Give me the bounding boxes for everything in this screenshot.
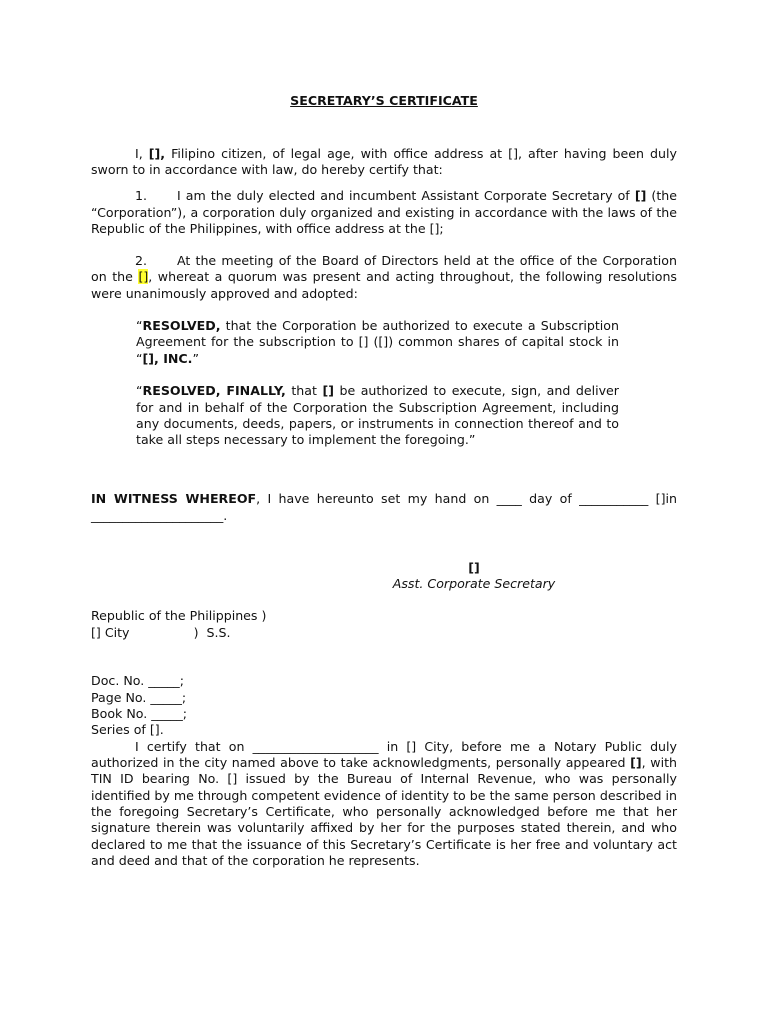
witness-line: _____________________.	[91, 508, 228, 523]
secretary-name-placeholder: [],	[148, 146, 166, 161]
signatory-name: []	[468, 560, 480, 575]
item-text: (the	[646, 188, 677, 203]
resolution-line	[136, 351, 619, 367]
resolution-text: be authorized to execute, sign, and deliver	[333, 383, 619, 398]
resolution-line: take all steps necessary to implement the foregoing.”	[136, 432, 476, 447]
item-text: , whereat a quorum was present and acting throughout, the following resolutions	[148, 269, 677, 284]
resolution-line: Agreement for the subscription to [] ([]) common shares of capital stock in	[136, 334, 619, 349]
quote-mark: ”	[192, 351, 199, 366]
quote-mark: “	[136, 351, 143, 366]
item-text: on the	[91, 269, 139, 284]
authorized-person-placeholder: []	[322, 383, 334, 398]
item-number: 1.	[135, 188, 148, 203]
notary-line: TIN ID bearing No. [] issued by the Bureau of Internal Revenue, who was personally	[91, 771, 677, 786]
item-2-line	[91, 269, 677, 285]
date-placeholder-highlighted: []	[138, 269, 149, 284]
item-text: I am the duly elected and incumbent Assistant Corporate Secretary of	[177, 188, 635, 203]
intro-text: I,	[135, 146, 149, 161]
resolved-finally-keyword: RESOLVED, FINALLY,	[142, 383, 286, 398]
signatory-role: Asst. Corporate Secretary	[392, 576, 556, 591]
resolution-text: that the Corporation be authorized to execute a Subscription	[220, 318, 619, 333]
company-placeholder: [], INC.	[142, 351, 193, 366]
intro-text: Filipino citizen, of legal age, with office address at [], after having been duly	[165, 146, 677, 161]
resolution-text: that	[285, 383, 323, 398]
resolved-keyword: RESOLVED,	[142, 318, 221, 333]
notary-line: declared to me that the issuance of this Secretary’s Certificate is her free and voluntary act	[91, 837, 677, 852]
quote-mark: “	[136, 383, 143, 398]
item-text: At the meeting of the Board of Directors held at the office of the Corporation	[177, 253, 677, 268]
resolution-line: any documents, deeds, papers, or instruments in connection thereof and to	[136, 416, 619, 431]
appearer-placeholder: []	[630, 755, 642, 770]
notary-text: authorized in the city named above to take acknowledgments, personally appeared	[91, 755, 631, 770]
notary-line: the foregoing Secretary’s Certificate, who personally acknowledged before me that her	[91, 804, 677, 819]
quote-mark: “	[136, 318, 143, 333]
notary-line: and deed and that of the corporation he represents.	[91, 853, 420, 868]
witness-line	[91, 491, 677, 507]
notary-text: , with	[641, 755, 677, 770]
resolution-line	[136, 383, 619, 399]
intro-line	[135, 146, 677, 162]
item-1-line: “Corporation”), a corporation duly organized and existing in accordance with the laws of the	[91, 205, 677, 220]
venue-line: [] City ) S.S.	[91, 625, 231, 640]
notary-line: I certify that on ____________________ in [] City, before me a Notary Public duly	[135, 739, 677, 754]
corporation-placeholder: []	[634, 188, 647, 203]
doc-no: Doc. No. _____;	[91, 673, 184, 688]
notary-line: identified by me through competent evidence of identity to be the same person described in	[91, 788, 677, 803]
item-1-line: Republic of the Philippines, with office address at the [];	[91, 221, 444, 236]
item-2-line	[135, 253, 677, 269]
resolution-line: for and in behalf of the Corporation the Subscription Agreement, including	[136, 400, 619, 415]
notary-line: signature therein was voluntarily affixed by her for the purposes stated therein, and who	[91, 820, 677, 835]
notary-line	[91, 755, 677, 771]
item-2-line: were unanimously approved and adopted:	[91, 286, 358, 301]
witness-heading: IN WITNESS WHEREOF	[91, 491, 257, 506]
witness-text: , I have hereunto set my hand on ____ day of ___________ []in	[256, 491, 677, 506]
resolution-line	[136, 318, 619, 334]
page-no: Page No. _____;	[91, 690, 187, 705]
intro-line: sworn to in accordance with law, do hereby certify that:	[91, 162, 443, 177]
document-title: SECRETARY’S CERTIFICATE	[290, 93, 478, 108]
venue-line: Republic of the Philippines )	[91, 608, 267, 623]
item-number: 2.	[135, 253, 148, 268]
series: Series of [].	[91, 722, 164, 737]
item-1-line	[135, 188, 677, 204]
book-no: Book No. _____;	[91, 706, 187, 721]
